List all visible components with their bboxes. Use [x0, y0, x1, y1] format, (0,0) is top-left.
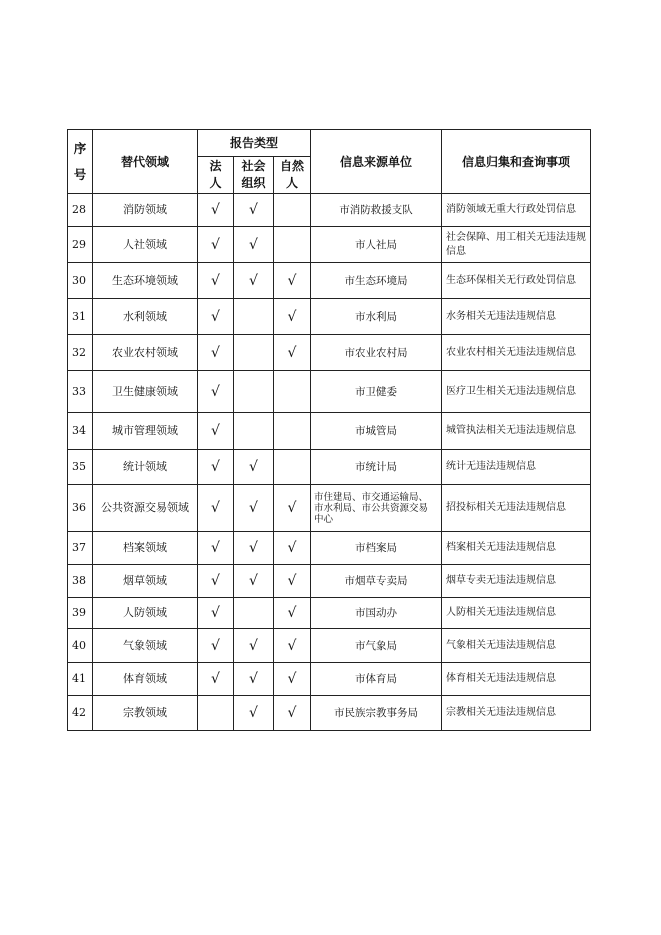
row-source [311, 485, 442, 532]
row-number: 40 [68, 629, 93, 663]
row-natural-check: √ [274, 299, 311, 335]
table-row [68, 194, 591, 227]
row-legal-check: √ [198, 371, 234, 413]
row-source: 市水利局 [311, 299, 442, 335]
row-org-check: √ [234, 663, 274, 696]
row-legal-check: √ [198, 629, 234, 663]
row-number: 34 [68, 413, 93, 450]
row-org-check [234, 598, 274, 629]
table-row [68, 335, 591, 371]
row-domain: 体育领域 [93, 663, 198, 696]
row-domain: 人防领域 [93, 598, 198, 629]
row-number: 42 [68, 696, 93, 731]
row-legal-check: √ [198, 335, 234, 371]
row-org-check: √ [234, 194, 274, 227]
table-row [68, 263, 591, 299]
row-natural-check: √ [274, 335, 311, 371]
row-natural-check: √ [274, 532, 311, 565]
header-legal-person [198, 157, 234, 194]
row-natural-check [274, 194, 311, 227]
row-domain: 卫生健康领域 [93, 371, 198, 413]
header-source: 信息来源单位 [311, 130, 442, 194]
credit-domain-table [67, 129, 591, 731]
row-items: 烟草专卖无违法违规信息 [442, 565, 591, 598]
row-natural-check [274, 450, 311, 485]
row-items: 档案相关无违法违规信息 [442, 532, 591, 565]
row-items: 统计无违法违规信息 [442, 450, 591, 485]
row-source: 市烟草专卖局 [311, 565, 442, 598]
table-row [68, 413, 591, 450]
row-number: 33 [68, 371, 93, 413]
row-domain: 农业农村领域 [93, 335, 198, 371]
header-legal-line-2: 人 [209, 176, 222, 190]
row-number: 32 [68, 335, 93, 371]
header-seq [68, 130, 93, 194]
row-source: 市消防救援支队 [311, 194, 442, 227]
row-legal-check: √ [198, 663, 234, 696]
row-natural-check: √ [274, 629, 311, 663]
row-org-check [234, 299, 274, 335]
row-legal-check: √ [198, 598, 234, 629]
row-items: 人防相关无违法违规信息 [442, 598, 591, 629]
table-row [68, 371, 591, 413]
row-source-line-1: 市住建局、市交通运输局、 [314, 491, 429, 503]
row-org-check: √ [234, 565, 274, 598]
row-org-check: √ [234, 485, 274, 532]
header-org-line-2: 组织 [241, 176, 266, 190]
row-source: 市城管局 [311, 413, 442, 450]
header-seq-line-1: 序 [73, 140, 87, 156]
row-items: 生态环保相关无行政处罚信息 [442, 263, 591, 299]
row-legal-check: √ [198, 194, 234, 227]
row-natural-check [274, 371, 311, 413]
row-legal-check: √ [198, 485, 234, 532]
row-legal-check: √ [198, 413, 234, 450]
header-report-type: 报告类型 [198, 130, 311, 157]
row-items: 招投标相关无违法违规信息 [442, 485, 591, 532]
row-domain: 消防领域 [93, 194, 198, 227]
row-number: 31 [68, 299, 93, 335]
row-org-check [234, 371, 274, 413]
row-source: 市民族宗教事务局 [311, 696, 442, 731]
row-number: 36 [68, 485, 93, 532]
header-domain: 替代领域 [93, 130, 198, 194]
row-number: 39 [68, 598, 93, 629]
row-domain: 统计领域 [93, 450, 198, 485]
row-natural-check: √ [274, 663, 311, 696]
row-source: 市农业农村局 [311, 335, 442, 371]
row-domain: 档案领域 [93, 532, 198, 565]
table-row [68, 696, 591, 731]
row-source: 市统计局 [311, 450, 442, 485]
row-number: 30 [68, 263, 93, 299]
row-domain: 人社领域 [93, 227, 198, 263]
row-org-check: √ [234, 227, 274, 263]
row-org-check: √ [234, 450, 274, 485]
row-number: 41 [68, 663, 93, 696]
table-row [68, 629, 591, 663]
row-items: 气象相关无违法违规信息 [442, 629, 591, 663]
header-natural-person [274, 157, 311, 194]
row-number: 35 [68, 450, 93, 485]
table-row [68, 663, 591, 696]
header-org-line-1: 社会 [241, 159, 266, 173]
row-legal-check: √ [198, 532, 234, 565]
row-legal-check: √ [198, 450, 234, 485]
row-source: 市国动办 [311, 598, 442, 629]
header-legal-line-1: 法 [209, 159, 222, 173]
row-natural-check: √ [274, 263, 311, 299]
header-items: 信息归集和查询事项 [442, 130, 591, 194]
row-org-check: √ [234, 696, 274, 731]
row-items: 城管执法相关无违法违规信息 [442, 413, 591, 450]
row-org-check: √ [234, 629, 274, 663]
header-seq-line-2: 号 [73, 166, 87, 182]
row-natural-check: √ [274, 485, 311, 532]
row-number: 37 [68, 532, 93, 565]
table-row [68, 299, 591, 335]
row-natural-check [274, 413, 311, 450]
row-domain: 水利领域 [93, 299, 198, 335]
row-natural-check: √ [274, 565, 311, 598]
row-org-check [234, 335, 274, 371]
row-source: 市卫健委 [311, 371, 442, 413]
row-items: 宗教相关无违法违规信息 [442, 696, 591, 731]
header-natural-line-1: 自然 [280, 159, 305, 173]
row-legal-check [198, 696, 234, 731]
row-legal-check: √ [198, 227, 234, 263]
row-items: 体育相关无违法违规信息 [442, 663, 591, 696]
row-org-check: √ [234, 532, 274, 565]
row-items: 农业农村相关无违法违规信息 [442, 335, 591, 371]
row-number: 38 [68, 565, 93, 598]
row-items: 水务相关无违法违规信息 [442, 299, 591, 335]
table-body [68, 194, 591, 731]
row-domain: 宗教领域 [93, 696, 198, 731]
row-items: 消防领域无重大行政处罚信息 [442, 194, 591, 227]
header-social-org [234, 157, 274, 194]
table-row [68, 450, 591, 485]
row-org-check [234, 413, 274, 450]
table-row [68, 227, 591, 263]
row-items: 社会保障、用工相关无违法违规信息 [442, 227, 591, 263]
row-domain: 气象领域 [93, 629, 198, 663]
row-number: 28 [68, 194, 93, 227]
row-source: 市生态环境局 [311, 263, 442, 299]
row-source: 市档案局 [311, 532, 442, 565]
table-row [68, 598, 591, 629]
row-domain: 生态环境领域 [93, 263, 198, 299]
row-legal-check: √ [198, 565, 234, 598]
row-source-line-3: 中心 [314, 513, 334, 525]
row-items: 医疗卫生相关无违法违规信息 [442, 371, 591, 413]
row-org-check: √ [234, 263, 274, 299]
row-natural-check: √ [274, 598, 311, 629]
table-row [68, 532, 591, 565]
row-legal-check: √ [198, 263, 234, 299]
header-natural-line-2: 人 [286, 176, 299, 190]
row-number: 29 [68, 227, 93, 263]
row-source-line-2: 市水利局、市公共资源交易 [314, 502, 429, 514]
row-domain: 公共资源交易领域 [93, 485, 198, 532]
row-domain: 城市管理领域 [93, 413, 198, 450]
row-natural-check: √ [274, 696, 311, 731]
row-source: 市人社局 [311, 227, 442, 263]
table-row [68, 565, 591, 598]
row-domain: 烟草领域 [93, 565, 198, 598]
row-source: 市体育局 [311, 663, 442, 696]
row-natural-check [274, 227, 311, 263]
row-source: 市气象局 [311, 629, 442, 663]
table-row [68, 485, 591, 532]
row-legal-check: √ [198, 299, 234, 335]
table-header [68, 130, 591, 194]
